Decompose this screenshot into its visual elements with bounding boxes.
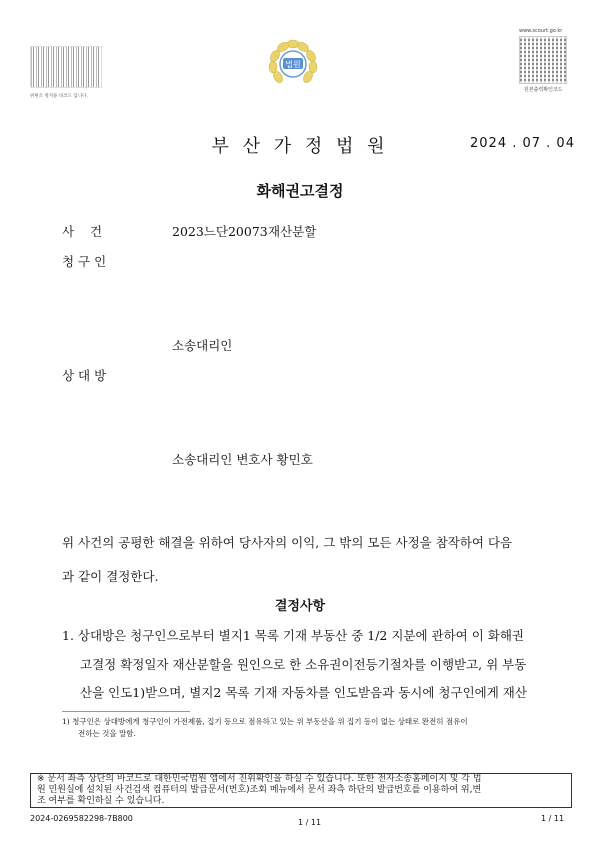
- issue-number: 2024-0269582298-7B800: [30, 814, 133, 823]
- page-number-center: 1 / 11: [298, 818, 322, 827]
- footnote-line-2: 전하는 것을 말함.: [78, 729, 136, 738]
- page-number-right: 1 / 11: [541, 814, 565, 823]
- document-title: 화해권고결정: [256, 182, 344, 200]
- case-label: 사 건: [62, 224, 103, 239]
- decision-date: 2024 . 07 . 04: [470, 136, 575, 151]
- footnote-line-1: 1) 청구인은 상대방에게 청구인이 가전제품, 집기 등으로 점유하고 있는 위 부동산을 위 집기 등이 없는 상태로 완전히 점유이: [62, 717, 468, 726]
- notice-line-1: ※ 문서 좌측 상단의 바코드로 대한민국법원 앱에서 진위확인을 하실 수 있습니다. 또한 전자소송홈페이지 및 각 법: [37, 774, 482, 784]
- intro-line-2: 과 같이 결정한다.: [62, 569, 159, 584]
- court-name: 부 산 가 정 법 원: [211, 136, 389, 157]
- barcode-caption: 위변조 방지용 바코드 입니다.: [30, 94, 88, 99]
- qr-caption: 원본출력확인코드: [524, 87, 563, 93]
- claimant-label: 청 구 인: [62, 254, 107, 269]
- notice-line-3: 조 여부를 확인하실 수 있습니다.: [37, 796, 165, 806]
- seal-text: 법원: [285, 60, 301, 69]
- section-title: 결정사항: [274, 599, 326, 614]
- case-number: 2023느단20073: [172, 224, 268, 239]
- claimant-agent: 소송대리인: [172, 338, 233, 353]
- qr-url: www.scourt.go.kr: [519, 28, 563, 34]
- court-seal-logo: [263, 36, 323, 88]
- item1-line-2: 고결정 확정일자 재산분할을 원인으로 한 소유권이전등기절차를 이행받고, 위 부동: [80, 657, 527, 672]
- verification-barcode: [30, 46, 102, 88]
- intro-line-1: 위 사건의 공평한 해결을 위하여 당사자의 이익, 그 밖의 모든 사정을 참작하여 다음: [62, 535, 513, 550]
- verification-notice-box: [30, 773, 572, 808]
- case-name: 재산분할: [268, 224, 317, 239]
- item1-line-1: 1. 상대방은 청구인으로부터 별지1 목록 기재 부동산 중 1/2 지분에 관하여 이 화해권: [62, 628, 525, 643]
- item1-line-3: 산을 인도1)받으며, 별지2 목록 기재 자동차를 인도받음과 동시에 청구인에게 재산: [80, 685, 527, 700]
- verification-qr-code: [519, 36, 567, 84]
- footnote-separator: [62, 711, 190, 712]
- notice-line-2: 원 민원실에 설치된 사건검색 컴퓨터의 발급문서(번호)조회 메뉴에서 문서 좌측 하단의 발급번호를 이용하여 위,변: [37, 785, 482, 795]
- respondent-label: 상 대 방: [62, 368, 107, 383]
- respondent-agent: 소송대리인 변호사 황민호: [172, 452, 313, 467]
